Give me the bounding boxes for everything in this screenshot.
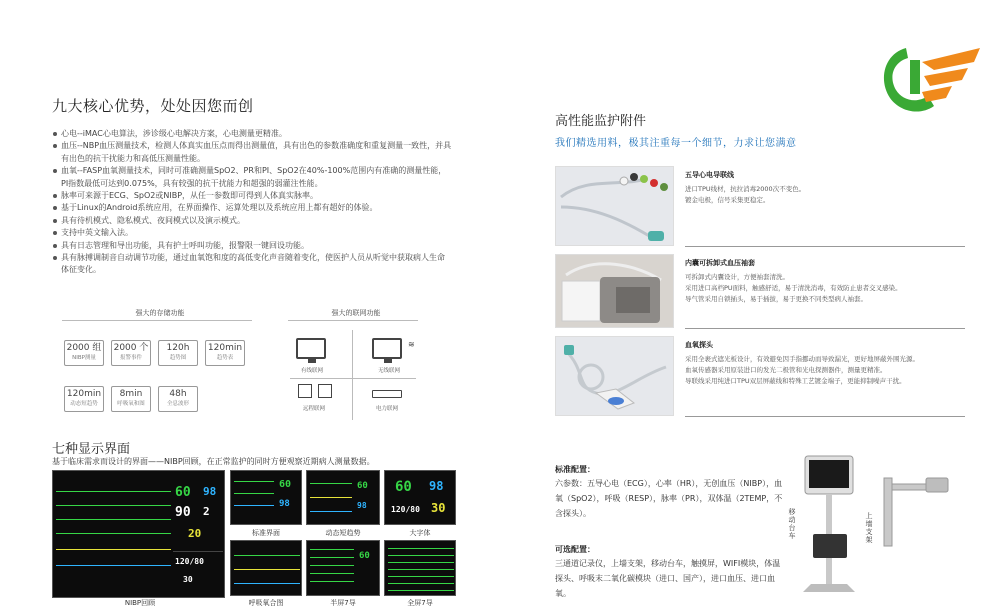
wired-network-icon xyxy=(296,338,326,359)
nibp-value: 120/80 xyxy=(391,505,420,514)
monitor-screen-nibp-review xyxy=(52,470,225,598)
ecg-wave xyxy=(388,555,454,556)
hr-value: 60 xyxy=(357,481,368,491)
display-subtitle: 基于临床需求而设计的界面——NIBP回顾，在正常监护的同时方便观察近期病人测量数据。 xyxy=(52,457,375,466)
pr-value: 90 xyxy=(175,505,191,520)
list-item: 心电--iMAC心电算法，涉诊级心电解决方案，心电测量更精准。 xyxy=(52,128,452,140)
ecg-wave xyxy=(234,555,300,556)
product-title: 血氧探头 xyxy=(685,341,713,349)
ecg-wave xyxy=(310,557,354,558)
product-line: 血氧传感器采用原装进口的发光二极管和光电探测器件，测量更精准。 xyxy=(685,366,887,374)
monitor-screen-half-7lead xyxy=(306,540,380,596)
resp-wave xyxy=(234,569,300,570)
storage-box xyxy=(64,340,104,366)
screen-caption: NIBP回顾 xyxy=(124,599,156,606)
ecg-wave xyxy=(388,562,454,563)
storage-label: 报警事件 xyxy=(119,355,142,361)
storage-box xyxy=(158,340,198,366)
network-caption: 强大的联网功能 xyxy=(331,309,381,317)
storage-caption: 强大的存储功能 xyxy=(135,309,185,317)
divider xyxy=(685,246,965,247)
page-subtitle-right: 我们精选用料，极其注重每一个细节，力求让您满意 xyxy=(555,138,797,149)
ecg-wave xyxy=(234,481,274,482)
network-label: 电力联网 xyxy=(375,406,398,412)
list-item: 具有日志管理和导出功能，具有护士呼叫功能，报警限一键回设功能。 xyxy=(52,240,452,252)
screen-caption: 标准界面 xyxy=(252,529,280,537)
product-text xyxy=(685,272,965,305)
spo2-probe-image xyxy=(555,336,674,416)
ecg-wave xyxy=(56,533,171,534)
list-item: 具有待机模式、隐私模式、夜间模式以及演示模式。 xyxy=(52,215,452,227)
product-line: 导联线采用纯进口TPU双层屏蔽线和特殊工艺镀金端子，更能抑制噪声干扰。 xyxy=(685,377,906,385)
secondary-value: 2 xyxy=(203,505,210,518)
storage-value: 120h xyxy=(166,343,190,353)
mobile-cart-image xyxy=(795,452,865,602)
storage-label: NIBP测量 xyxy=(72,355,96,361)
spo2-wave xyxy=(234,583,300,584)
product-title: 五导心电导联线 xyxy=(685,171,734,179)
product-line: 镀金电极，信号采集更稳定。 xyxy=(685,196,770,204)
storage-box xyxy=(158,386,198,412)
wall-mount-image xyxy=(878,472,958,552)
monitor-screen-oxycrg xyxy=(230,540,302,596)
ecg-wave xyxy=(56,505,171,506)
ecg-cable-image xyxy=(555,166,674,246)
divider xyxy=(685,416,965,417)
list-item: 血压--NBP血压测量技术，检测人体真实血压点而得出测量值，具有出色的参数准确度和重复测量一致性，并具有出色的抗干扰能力和高低压测量性能。 xyxy=(52,140,452,165)
list-item: 血氧--FASP血氧测量技术，同时可准确测量SpO2、PR和PI、SpO2在40%-100%范围内有准确的测量性能，PI指数最低可达到0.075%，具有较强的抗干扰能力和超强的弱灌注性能。 xyxy=(52,165,452,190)
ecg-wave xyxy=(56,491,171,492)
screen-caption: 动态短趋势 xyxy=(325,529,361,537)
screen-caption: 大字体 xyxy=(409,529,431,537)
standard-config-title: 标准配置： xyxy=(555,465,595,474)
storage-box xyxy=(111,340,151,366)
ecg-wave xyxy=(310,573,354,574)
spo2-value: 98 xyxy=(357,501,367,510)
storage-label: 趋势图 xyxy=(169,355,187,361)
list-item: 基于Linux的Android系统应用，在界面操作、运算处理以及系统应用上都有超好的体验。 xyxy=(52,202,452,214)
spo2-value: 98 xyxy=(279,499,290,509)
list-item: 具有脉搏调制音自动调节功能，通过血氧饱和度的高低变化声音随着变化，使医护人员从听觉中获取病人生命体征变化。 xyxy=(52,252,452,277)
ecg-wave xyxy=(388,569,454,570)
brand-logo xyxy=(876,40,986,120)
wireless-network-icon xyxy=(372,338,402,359)
storage-box xyxy=(111,386,151,412)
hr-value: 60 xyxy=(359,551,370,561)
equipment-label: 移动台车 xyxy=(788,508,796,540)
resp-wave xyxy=(310,497,352,498)
temp-value: 30 xyxy=(431,501,446,515)
screen-caption: 呼吸氧合图 xyxy=(248,599,284,606)
remote-device-icon xyxy=(298,384,312,398)
ecg-wave xyxy=(310,483,352,484)
storage-value: 2000 个 xyxy=(113,343,149,353)
ecg-wave xyxy=(388,576,454,577)
network-label: 有线联网 xyxy=(300,368,323,374)
network-label: 无线联网 xyxy=(377,368,400,374)
product-line: 进口TPU线材，抗拉消毒2000次不变色。 xyxy=(685,185,806,193)
storage-label: 动态短趋势 xyxy=(70,401,98,407)
hr-value: 60 xyxy=(395,479,412,495)
product-text xyxy=(685,184,965,206)
storage-label: 呼吸氧和图 xyxy=(117,401,145,407)
spo2-wave xyxy=(234,505,274,506)
storage-value: 120min xyxy=(66,389,102,399)
wifi-icon: ≋ xyxy=(408,340,415,349)
storage-value: 48h xyxy=(169,389,187,399)
ecg-wave xyxy=(310,565,354,566)
ecg-wave xyxy=(234,493,274,494)
monitor-screen-large-font xyxy=(384,470,456,525)
monitor-screen-full-7lead xyxy=(384,540,456,596)
list-item: 支持中英文输入法。 xyxy=(52,227,452,239)
nibp-value: 120/80 xyxy=(175,557,204,566)
list-item: 脉率可来源于ECG、SpO2或NIBP，从任一参数即可得到人体真实脉率。 xyxy=(52,190,452,202)
storage-value: 2000 组 xyxy=(66,343,102,353)
divider xyxy=(290,378,416,379)
product-line: 可拆卸式内囊设计，方便袖套清洗。 xyxy=(685,273,789,281)
monitor-screen-standard xyxy=(230,470,302,525)
spo2-wave xyxy=(310,511,352,512)
ecg-wave xyxy=(388,590,454,591)
monitor-screen-short-trend xyxy=(306,470,380,525)
spo2-wave xyxy=(56,565,171,566)
optional-config-text: 三通道记录仪，上墙支架，移动台车，触摸屏，WIFI模块，体温探头、呼吸末二氧化碳模块（进口、国产），进口血压、进口血氧。 xyxy=(555,559,781,598)
spo2-value: 98 xyxy=(429,479,444,493)
product-title: 内囊可拆卸式血压袖套 xyxy=(685,259,755,267)
product-text xyxy=(685,354,965,387)
page-title-right: 高性能监护附件 xyxy=(555,114,647,129)
divider xyxy=(288,320,418,321)
advantages-list xyxy=(52,128,452,277)
hr-value: 60 xyxy=(279,479,292,490)
ecg-wave xyxy=(388,583,454,584)
screen-caption: 全屏7导 xyxy=(407,599,433,606)
divider xyxy=(62,320,252,321)
power-network-icon xyxy=(372,390,402,398)
divider xyxy=(352,330,353,420)
standard-config-text: 六参数：五导心电（ECG），心率（HR），无创血压（NIBP），血氧（SpO2），呼吸（RESP），脉率（PR），双体温（2TEMP，不含探头）。 xyxy=(555,479,783,518)
hr-value: 60 xyxy=(175,485,191,500)
ecg-wave xyxy=(388,548,454,549)
storage-box xyxy=(205,340,245,366)
ecg-wave xyxy=(310,581,354,582)
ecg-wave xyxy=(56,519,171,520)
spo2-value: 98 xyxy=(203,485,217,498)
storage-box xyxy=(64,386,104,412)
product-line: 采用进口高档PU面料，触感舒适，易于清洗消毒，有效防止患者交叉感染。 xyxy=(685,284,902,292)
storage-value: 120min xyxy=(207,343,243,353)
optional-config-title: 可选配置： xyxy=(555,545,595,554)
remote-device-icon xyxy=(318,384,332,398)
divider xyxy=(685,328,965,329)
bp-cuff-image xyxy=(555,254,674,328)
storage-label: 全息波形 xyxy=(166,401,189,407)
ecg-wave xyxy=(310,549,354,550)
product-line: 采用全裹式遮光板设计，有效避免因手指挪动而导致漏光，更好地屏蔽外围光源。 xyxy=(685,355,919,363)
page-title-left: 九大核心优势，处处因您而创 xyxy=(52,97,254,115)
screen-caption: 半屏7导 xyxy=(330,599,356,606)
resp-wave xyxy=(56,549,171,550)
display-title: 七种显示界面 xyxy=(52,442,131,457)
storage-label: 趋势表 xyxy=(216,355,234,361)
network-label: 远程联网 xyxy=(302,406,325,412)
divider xyxy=(173,551,223,552)
product-line: 导气管采用自锁插头，易于插拔，易于更换不同类型病人袖套。 xyxy=(685,295,867,303)
storage-value: 8min xyxy=(119,389,143,399)
temp-value: 30 xyxy=(183,575,193,584)
rr-value: 20 xyxy=(188,527,202,540)
equipment-label: 上墙支架 xyxy=(865,512,873,544)
